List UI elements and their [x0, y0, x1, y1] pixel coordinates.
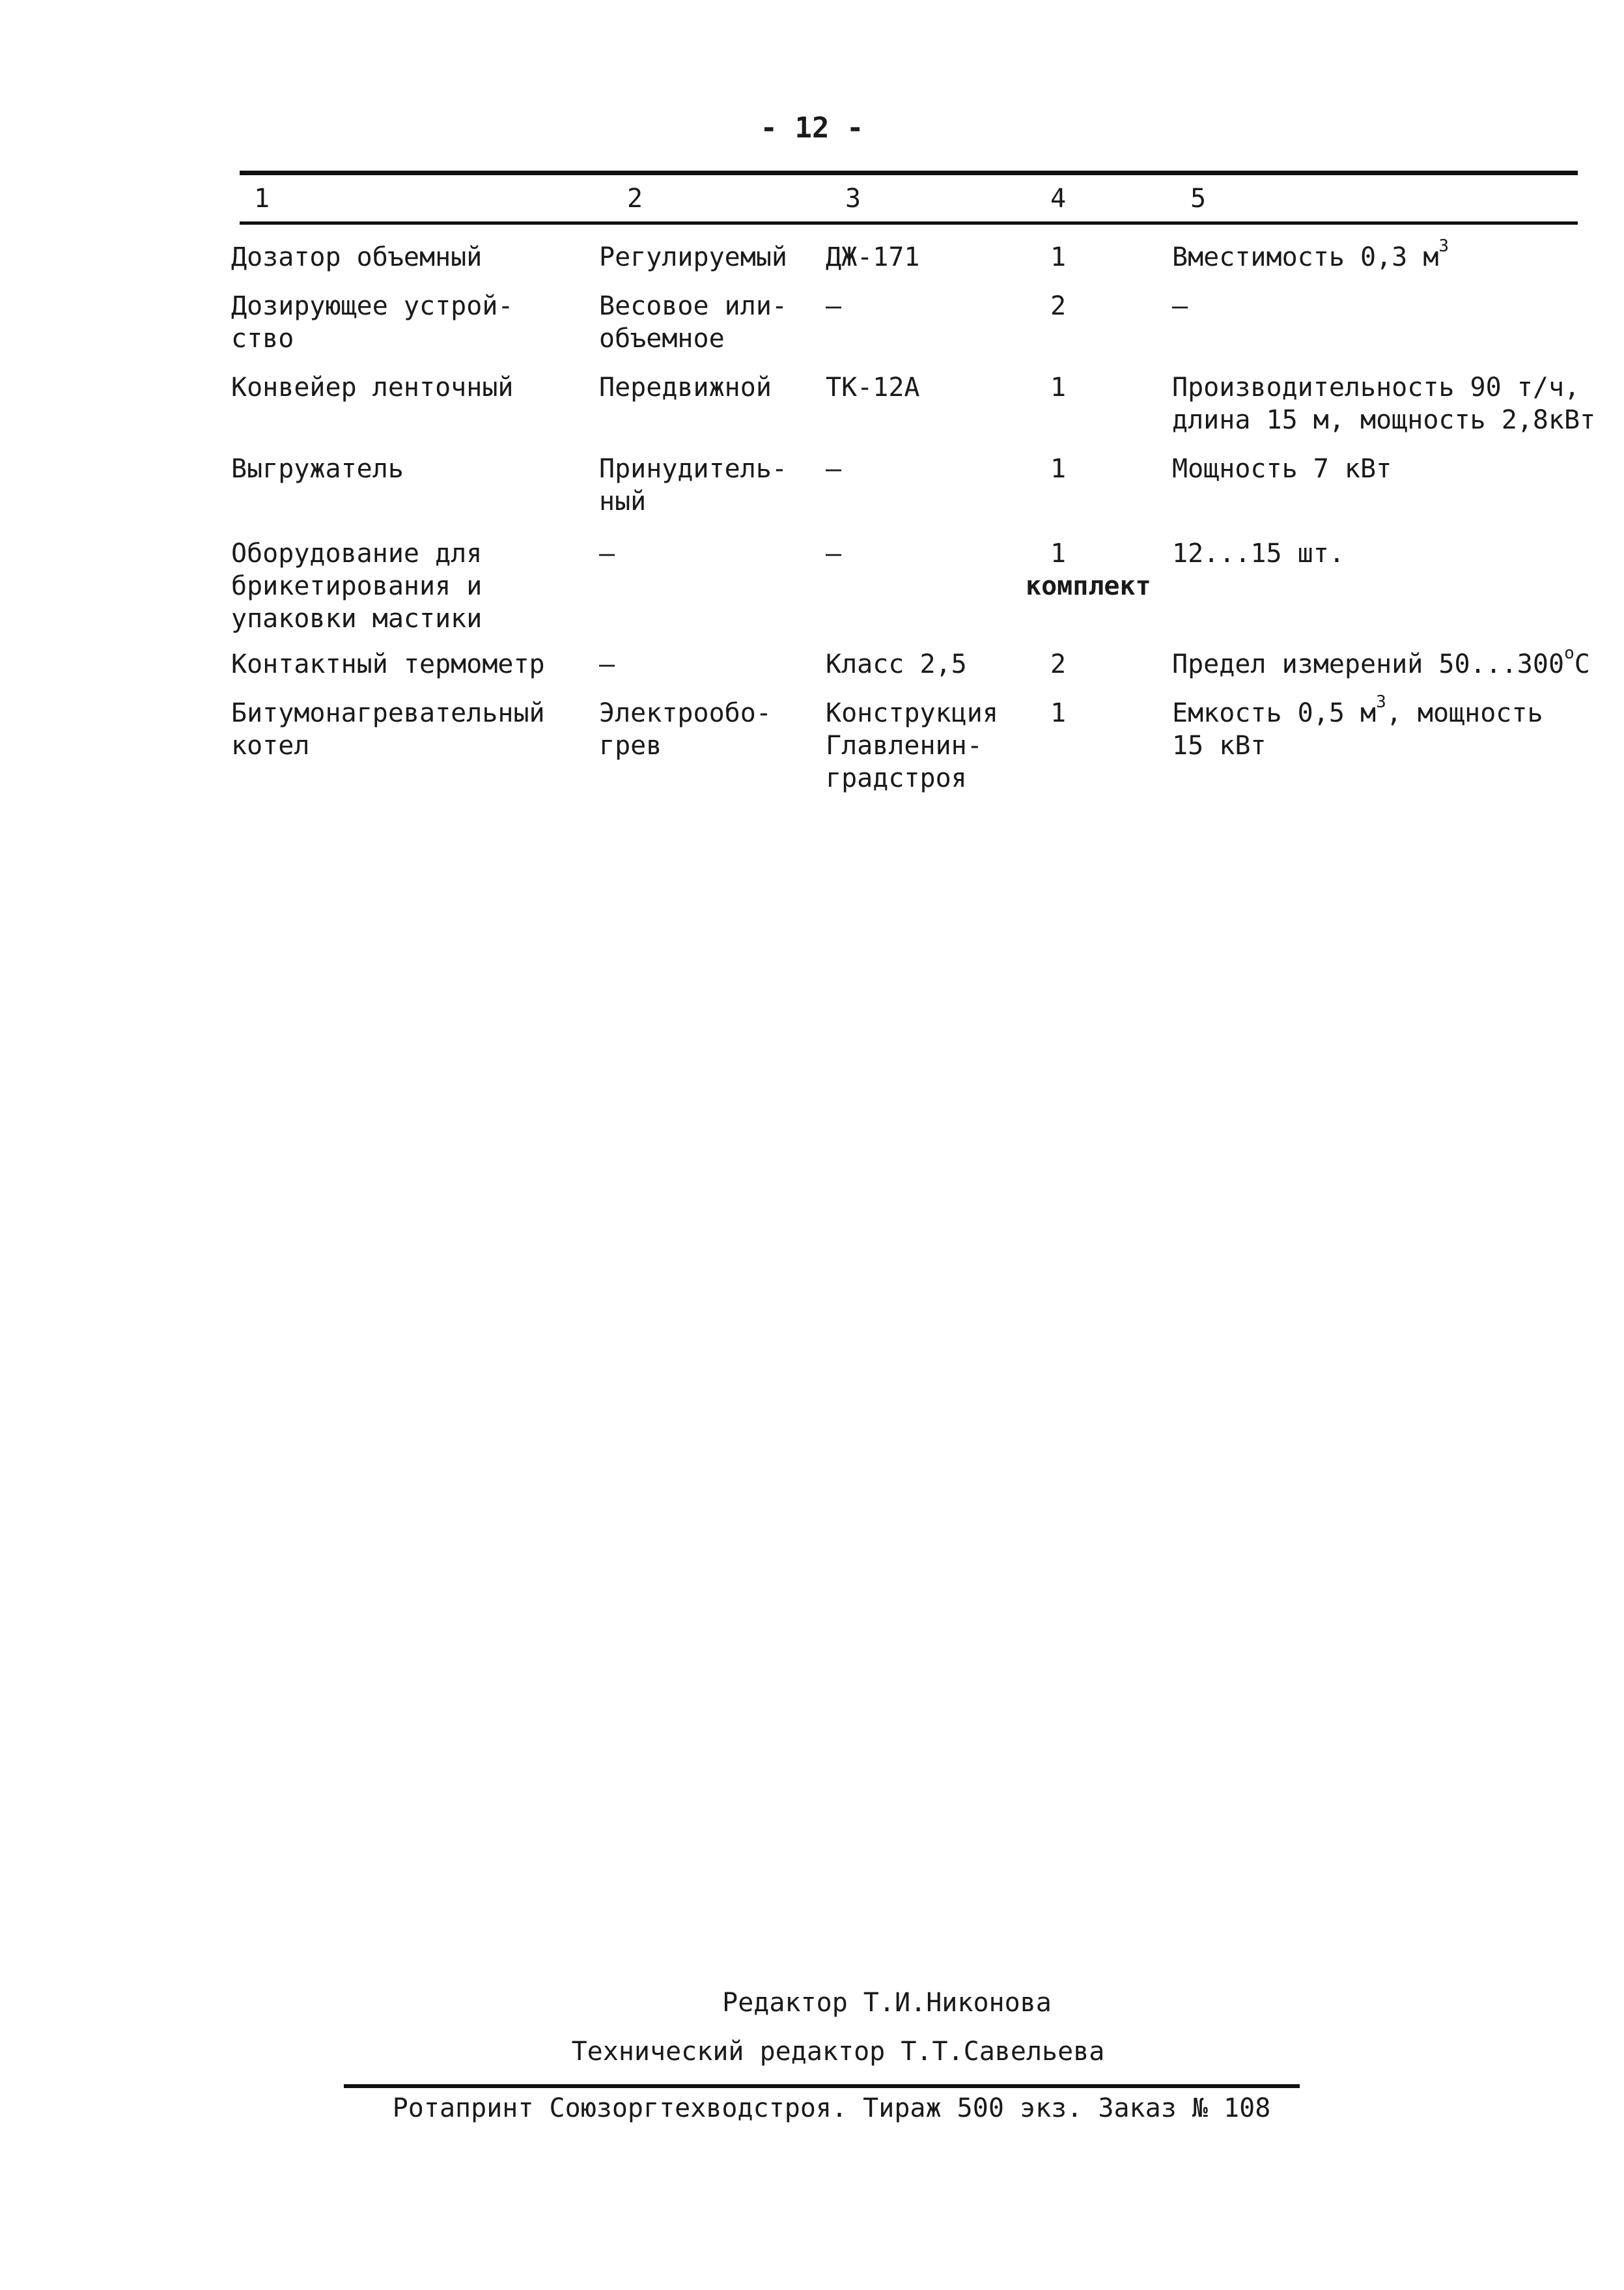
table-cell-c5	[1172, 453, 1624, 485]
footer-print-info: Ротапринт Союзоргтехводстроя. Тираж 500 экз. Заказ № 108	[392, 2093, 1271, 2123]
cell-line: грев	[599, 731, 662, 761]
table-cell-c1	[231, 453, 596, 485]
cell-line: Дозатор объемный	[231, 242, 483, 272]
table-cell-c2	[599, 697, 814, 762]
table-cell-c3	[826, 290, 1034, 322]
cell-line: –	[1172, 291, 1188, 321]
table-cell-c4	[1026, 537, 1195, 602]
page-number: - 12 -	[760, 111, 864, 145]
cell-line: 2	[1050, 649, 1067, 679]
column-header-2: 2	[627, 184, 643, 214]
table-cell-c4	[1026, 241, 1195, 274]
table-cell-c3	[826, 537, 1034, 570]
cell-line: Оборудование для	[231, 539, 483, 569]
table-cell-c3	[826, 697, 1034, 795]
table-cell-c2	[599, 453, 814, 518]
table-cell-c4	[1026, 290, 1195, 322]
footer-tech-editor: Технический редактор Т.Т.Савельева	[571, 2037, 1105, 2067]
cell-line: –	[599, 649, 615, 679]
cell-line: 1	[1050, 454, 1067, 484]
cell-line: ДЖ-171	[826, 242, 920, 272]
cell-line: Вместимость 0,3 $м^3$	[1172, 236, 1449, 272]
cell-line: Выгружатель	[231, 454, 404, 484]
table-cell-c1	[231, 697, 596, 762]
cell-line: Регулируемый	[599, 242, 787, 272]
cell-line: Весовое или-	[599, 291, 787, 321]
table-header-row	[240, 182, 1607, 218]
cell-line: Контактный термометр	[231, 649, 545, 679]
table-cell-c2	[599, 290, 814, 355]
table-header-rule	[240, 221, 1578, 225]
cell-line: Конструкция	[826, 698, 998, 728]
table-cell-c1	[231, 648, 596, 681]
cell-line: 2	[1050, 291, 1067, 321]
cell-line: Передвижной	[599, 373, 772, 403]
cell-line: градстроя	[826, 763, 967, 793]
table-cell-c1	[231, 537, 596, 635]
column-header-1: 1	[254, 184, 270, 214]
cell-line: ство	[231, 324, 294, 354]
cell-line: Емкость 0,5 $м^3$, мощность	[1172, 692, 1543, 728]
cell-line: 1	[1050, 539, 1067, 569]
column-header-5: 5	[1190, 184, 1207, 214]
cell-line: Предел измерений 50...300$^o$С	[1172, 643, 1590, 679]
table-cell-c3	[826, 453, 1034, 485]
cell-line: 15 кВт	[1172, 731, 1267, 761]
table-cell-c4	[1026, 371, 1195, 404]
cell-line: 12...15 шт.	[1172, 539, 1345, 569]
table-cell-c3	[826, 648, 1034, 681]
cell-line: объемное	[599, 324, 725, 354]
cell-line: комплект	[1026, 571, 1151, 601]
cell-line: котел	[231, 731, 310, 761]
table-cell-c1	[231, 241, 596, 274]
table-cell-c5	[1172, 290, 1624, 322]
cell-line: –	[826, 291, 842, 321]
table-cell-c4	[1026, 697, 1195, 729]
cell-line: –	[826, 539, 842, 569]
cell-line: Принудитель-	[599, 454, 787, 484]
cell-line: Класс 2,5	[826, 649, 967, 679]
cell-line: длина 15 м, мощность 2,8кВт	[1172, 405, 1596, 435]
cell-line: 1	[1050, 698, 1067, 728]
table-cell-c5	[1172, 537, 1624, 570]
table-cell-c5	[1172, 692, 1624, 762]
cell-line: ТК-12А	[826, 373, 920, 403]
table-cell-c2	[599, 648, 814, 681]
cell-line: Электрообо-	[599, 698, 772, 728]
table-cell-c2	[599, 371, 814, 404]
cell-line: Конвейер ленточный	[231, 373, 514, 403]
column-header-4: 4	[1050, 184, 1067, 214]
table-cell-c4	[1026, 648, 1195, 681]
cell-line: ный	[599, 487, 647, 516]
table-cell-c1	[231, 290, 596, 355]
cell-line: –	[599, 539, 615, 569]
table-cell-c5	[1172, 643, 1624, 681]
table-top-rule	[240, 171, 1578, 175]
cell-line: Битумонагревательный	[231, 698, 545, 728]
cell-line: Мощность 7 кВт	[1172, 454, 1392, 484]
table-cell-c1	[231, 371, 596, 404]
table-cell-c4	[1026, 453, 1195, 485]
cell-line: брикетирования и	[231, 571, 483, 601]
cell-line: 1	[1050, 242, 1067, 272]
cell-line: Производительность 90 т/ч,	[1172, 373, 1580, 403]
column-header-3: 3	[845, 184, 861, 214]
footer-rule	[344, 2084, 1300, 2088]
cell-line: 1	[1050, 373, 1067, 403]
table-cell-c5	[1172, 236, 1624, 274]
table-cell-c2	[599, 537, 814, 570]
footer-editor: Редактор Т.И.Никонова	[722, 1988, 1052, 2018]
table-cell-c5	[1172, 371, 1624, 436]
table-cell-c3	[826, 241, 1034, 274]
table-cell-c2	[599, 241, 814, 274]
cell-line: упаковки мастики	[231, 604, 483, 634]
cell-line: –	[826, 454, 842, 484]
cell-line: Дозирующее устрой-	[231, 291, 514, 321]
table-cell-c3	[826, 371, 1034, 404]
cell-line: Главленин-	[826, 731, 983, 761]
